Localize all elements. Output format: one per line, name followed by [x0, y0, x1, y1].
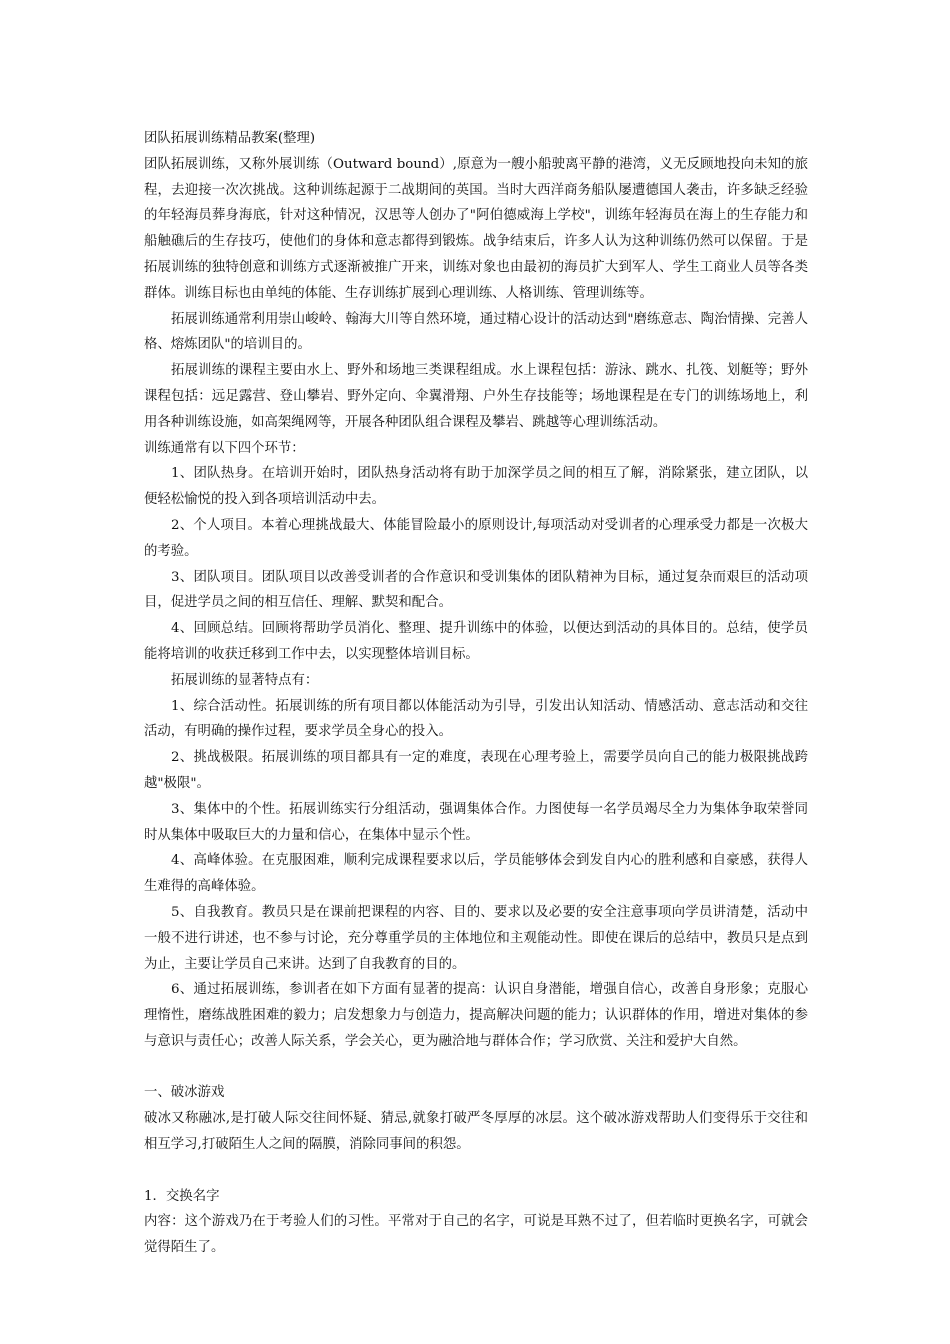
- list-item-step-4: 4、回顾总结。回顾将帮助学员消化、整理、提升训练中的体验，以便达到活动的具体目的。总结，使学员能将培训的收获迁移到工作中去，以实现整体培训目标。: [144, 621, 808, 662]
- paragraph-environment: 拓展训练通常利用崇山峻岭、翰海大川等自然环境，通过精心设计的活动达到"磨练意志、陶治情操、完善人格、熔炼团队"的培训目的。: [144, 311, 808, 353]
- subsection-paragraph: 内容：这个游戏乃在于考验人们的习性。平常对于自己的名字，可说是耳熟不过了，但若临时更换名字，可就会觉得陌生了。: [144, 1214, 808, 1256]
- list-item-feature-5: 5、自我教育。教员只是在课前把课程的内容、目的、要求以及必要的安全注意事项向学员讲清楚，活动中一般不进行讲述，也不参与讨论，充分尊重学员的主体地位和主观能动性。即使在课后的总结中，教员只是点到为止，主要让学员自己来讲。达到了自我教育的目的。: [144, 904, 808, 972]
- document-page: [144, 126, 808, 1261]
- list-item-step-1: 1、团队热身。在培训开始时，团队热身活动将有助于加深学员之间的相互了解，消除紧张，建立团队，以便轻松愉悦的投入到各项培训活动中去。: [144, 466, 808, 508]
- list-item-feature-3: 3、集体中的个性。拓展训练实行分组活动，强调集体合作。力图使每一名学员竭尽全力为集体争取荣誉同时从集体中吸取巨大的力量和信心，在集体中显示个性。: [144, 801, 808, 843]
- spacer: [144, 1055, 808, 1081]
- spacer: [144, 1158, 808, 1184]
- list-item-feature-4: 4、高峰体验。在克服困难，顺利完成课程要求以后，学员能够体会到发自内心的胜利感和自豪感，获得人生难得的高峰体验。: [144, 853, 808, 895]
- paragraph-steps-intro: 训练通常有以下四个环节：: [144, 440, 305, 456]
- paragraph-features-intro: 拓展训练的显著特点有：: [171, 672, 319, 688]
- list-item-step-3: 3、团队项目。团队项目以改善受训者的合作意识和受训集体的团队精神为目标，通过复杂而艰巨的活动项目，促进学员之间的相互信任、理解、默契和配合。: [144, 569, 808, 611]
- subsection-heading: 1．交换名字: [144, 1188, 220, 1204]
- list-item-feature-1: 1、综合活动性。拓展训练的所有项目都以体能活动为引导，引发出认知活动、情感活动、意志活动和交往活动，有明确的操作过程，要求学员全身心的投入。: [144, 698, 808, 740]
- section-heading: 一、破冰游戏: [144, 1085, 225, 1101]
- list-item-step-2: 2、个人项目。本着心理挑战最大、体能冒险最小的原则设计,每项活动对受训者的心理承受力都是一次极大的考验。: [144, 517, 808, 559]
- paragraph-courses: 拓展训练的课程主要由水上、野外和场地三类课程组成。水上课程包括：游泳、跳水、扎筏、划艇等；野外课程包括：远足露营、登山攀岩、野外定向、伞翼滑翔、户外生存技能等；场地课程是在专门的训练场地上，利用各种训练设施，如高架绳网等，开展各种团队组合课程及攀岩、跳越等心理训练活动。: [144, 363, 808, 430]
- section-paragraph: 破冰又称融冰,是打破人际交往间怀疑、猜忌,就象打破严冬厚厚的冰层。这个破冰游戏帮助人们变得乐于交往和相互学习,打破陌生人之间的隔膜，消除同事间的积怨。: [144, 1111, 808, 1153]
- list-item-feature-2: 2、挑战极限。拓展训练的项目都具有一定的难度，表现在心理考验上，需要学员向自己的能力极限挑战跨越"极限"。: [144, 750, 808, 791]
- list-item-feature-6: 6、通过拓展训练，参训者在如下方面有显著的提高：认识自身潜能，增强自信心，改善自身形象；克服心理惰性，磨练战胜困难的毅力；启发想象力与创造力，提高解决问题的能力；认识群体的作用，增进对集体的参与意识与责任心；改善人际关系，学会关心，更为融洽地与群体合作；学习欣赏、关注和爱护大自然。: [144, 982, 808, 1049]
- document-title: 团队拓展训练精品教案(整理): [144, 131, 316, 146]
- intro-paragraph: 团队拓展训练，又称外展训练（Outward bound）,原意为一艘小船驶离平静的港湾，义无反顾地投向未知的旅程，去迎接一次次挑战。这种训练起源于二战期间的英国。当时大西洋商务船队屡遭德国人袭击，许多缺乏经验的年轻海员葬身海底，针对这种情况，汉思等人创办了"阿伯德威海上学校"，训练年轻海员在海上的生存能力和船触礁后的生存技巧，使他们的身体和意志都得到锻炼。战争结束后，许多人认为这种训练仍然可以保留。于是拓展训练的独特创意和训练方式逐渐被推广开来，训练对象也由最初的海员扩大到军人、学生工商业人员等各类群体。训练目标也由单纯的体能、生存训练扩展到心理训练、人格训练、管理训练等。: [144, 156, 808, 301]
